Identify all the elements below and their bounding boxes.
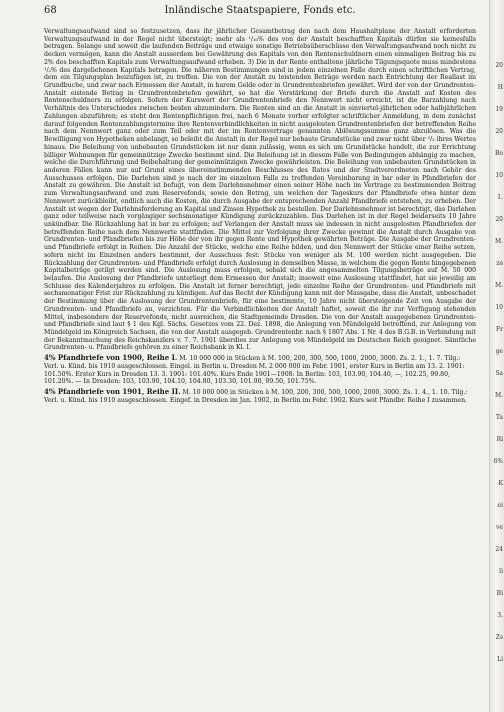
facing-page-fragment: 6% (493, 458, 503, 465)
facing-page-fragment: M. (494, 282, 503, 289)
body-paragraph: Verwaltungsaufwand sind so festzusetzen, dass ihr jährlicher Gesamtbetrag den nach dem Haushaltplane der Anstalt erforderten Verwaltungsaufwand in der Regel nicht übersteigt; mehr als ¹/₁₀% des von der Anstalt beschafften Kapitals dürfen sie keinesfalls betragen. Solange und soweit die laufenden Beiträge und etwaige sonstige Betriebsüberschüsse den Verwaltungsaufwand noch nicht zu decken vermögen, kann die Anstalt ausserdem bei Gewährung des Kapitals von den Rentenschuldnern einen einmaligen Beitrag bis zu 2% des beschafften Kapitals zum Verwaltungsaufwand erheben. 3) Die in der Rente enthaltene jährliche Tilgungsquote muss mindestens ¹/₂% des dargeliehenen Kapitals betragen. Die näheren Bestimmungen sind in jedem einzelnen Falle durch einen schriftlichen Vertrag, dem ein Tilgungsplan beizufügen ist, zu treffen. Die von der Anstalt zu leistenden Beträge werden nach Entrichtung der Reallast im Grundbuche, und zwar nach Ermessen der Anstalt, in barem Gelde oder in Grundrentenbriefen gewährt. Wird der von der Grundrenten-Anstalt eistende Betrag in Grundrentenbriefen gewährt, so hat die Verstärkung der Briefe durch die Anstalt auf Kosten des Rentenschuldners zu erfolgen. Sofern der Kurswert der Grundrentenbriefe den Nennwert nicht erreicht, ist die Barzahlung nach Verhältnis des Unterschiedes zwischen beiden abzumindern. Die Renten sind an die Anstalt in einviertel-jährlichen oder halbjährlichen Zahlungen abzuführen; es steht den Rentenpflichtigen frei, nach 6 Monate vorher erfolgter schriftlicher Anmeldung, in dem zunächst darauf folgenden Rentenzahlungstermine ihre Rentenverbindlichkeiten in nicht ausgelosten Grundrentenbriefen der betreffenden Reihe nach dem Nennwert ganz oder zum Teil oder mit der im Rentenvertrage genannten Ablösungssumme ganz abzulösen. Was die Bewilligung von Hypotheken anbelangt, so beleiht die Anstalt in der Regel nur bebaute Grundstücke und zwar nicht über ²/₃ ihres Wertes hinaus. Die Beleihung von unbebauten Grundstücken ist nur dann zulässig, wenn es sich um Grundstücke handelt, die zur Errichtung billiger Wohnungen für gemeinnützige Zwecke bestimmt sind. Die Beleihung ist in diesem Falle von Bedingungen abhängig zu machen, welche die Durchführung und Beibehaltung der gemeinnützigen Zwecke gewährleisten. Die Beleihung von unbebauten Grundstücken in anderen Fällen kann nur auf Grund eines übereinstimmenden Beschlusses des Rates und der Stadtverordneten nach Gehör des Ausschusses erfolgen. Die Darlehen sind je nach der im einzelnen Falle zu treffenden Vereinbarung in bar oder in Pfandbriefen der Anstalt zu gewähren. Die Anstalt ist befugt, von dem Darlehnsnehmer einen seiner Höhe nach im Vertrage zu bestimmenden Beitrag zum Verwaltungsaufwand und zum Reservefonds, sowie den Betrag, um welchen der Tageskurs der Pfandbriefe etwa hinter dem Nennwert zurückbleibt, endlich auch die Kosten, die durch Ausgabe der entsprechenden Anzahl Pfandbriefe entstehen, zu erheben. Der Anstalt ist wegen der Darlehnsforderung an Kapital und Zinsen Hypothek zu bestellen. Der Darlehnsnehmer ist berechtigt, das Darlehen ganz oder teilweise nach vorgängiger sechsmonatiger Kündigung zurückzuzahlen. Das Darlehen ist in der Regel beiderseits 10 Jahre unkündbar. Die Rückzahlung hat in bar zu erfolgen; auf Verlangen der Anstalt muss sie indessen in nicht ausgelosten Pfandbriefen der betreffenden Reihe nach dem Nennwerte stattfinden. Die Mittel zur Verfolgung ihrer Zwecke gewinnt die Anstalt durch Ausgabe von Grundrenten- und Pfandbriefen bis zur Höhe der von ihr gegen Rente und Hypothek gewährten Beträge. Die Ausgabe der Grundrenten- und Pfandbriefe erfolgt in Reihen. Die Anzahl der Stücke, welche eine Reihe bilden, und den Nennwert der Stücke einer Reihe setzen, sofern nicht im Einzelnen anders bestimmt, der Ausschuss fest: Stücke von weniger als M. 100 werden nicht ausgegeben. Die Rückzahlung der Grundrenten- und Pfandbriefe erfolgt durch Auslosung in demselben Masse, in welchem die gegen Rente hingegebenen Kapitalbeträge getilgt werden sind. Die Auslosung muss erfolgen, sobald sich die angesammelten Tilgungsbeträge auf M. 50 000 belaufen. Die Auslosung der Pfandbriefe unterliegt dem Ermessen der Anstalt; insoweit eine Auslosung stattfindet, hat sie jeweilig am Schlusse des Kalenderjahres zu erfolgen. Die Anstalt ist ferner berechtigt, jede einzelne Reihe der Grundrenten- und Pfandbriefe mit sechsmonatiger Frist zur Rückzahlung zu kündigen. Auf das Recht der Kündigung kann mit der Massgabe, dass die Anstalt, unbeschadet der Bestimmung über die Auslosung der Grundrentenbriefe, für eine bestimmte, 10 Jahre nicht übersteigende Zeit von Ausgabe der Grundrenten- und Pfandbriefe an, verzichten. Für die Verbindlichkeiten der Anstalt haftet, soweit die ihr zur Verfügung stehenden Mittel, insbesondere der Reservefonds, nicht ausreichen, die Stadtgemeinde Dresden. Die von der Anstalt ausgegebenen Grundrenten- und Pfandbriefe sind laut § 1 des Kgl. Sächs. Gesetzes vom 22. Dez. 1898, die Anlegung von Mündelgeld betreffend, zur Anlegung von Mündelgeld im Königreich Sachsen, die von der Anstalt ausgegeb. Grundrentenbr. nach § 1807 Abs. 1 Nr. 4 des B.G.B. in Verbindung mit der Bekanntmachung des Reichskanzlers v. 7. 7. 1901 überdies zur Anlegung von Mündelgeld im Deutschen Reich geeignet. Sämtliche Grundrenten- u. Pfandbriefe gehören zu einer Reichsbank in Kl. I. (44, 28, 477, 352)
facing-page-fragment: M. (494, 392, 503, 399)
running-title: Inländische Staatspapiere, Fonds etc. (164, 5, 356, 16)
bond-description: M. 10 000 000 in Stücken à M. 100, 200, 300, 500, 1000, 2000, 3000. Zs. 2. 1., 1. 7. Tilg.: Verl. u. Künd. bis 1910 ausgeschlossen. Eingel. in Berlin u. Dresden M. 2 000 000 im Febr. 1901, erster Kurs in Berlin am 13. 2. 1901: 101.50%. Erster Kurs in Dresden 13. 3. 1901: 101.40%. Kurs Ende 1901—1908: In Berlin: 103, 103.90, 104.40, —, 102.25, 99.80, 101.20%. — In Dresden: 103, 103.90, 104.10, 104.80, 103.30, 101.90, 99.50, 101.75%. (44, 355, 465, 386)
facing-page-fragment: H (497, 84, 503, 91)
facing-page-fragment: li (499, 568, 503, 575)
facing-page-fragment: 10 (495, 304, 503, 311)
facing-page-fragment: 19 (495, 106, 503, 113)
bond-title: 4% Pfandbriefe von 1901, Reihe II. (44, 387, 181, 397)
facing-page-fragment: 3. (497, 612, 503, 619)
page-header (44, 5, 476, 17)
facing-page-fragment: K (498, 480, 503, 487)
bond-entry-reihe-2 (44, 388, 476, 404)
body-text (44, 28, 476, 405)
page-number: 68 (44, 5, 57, 16)
facing-page-edge (489, 0, 504, 712)
facing-page-fragment: Ta (495, 414, 503, 421)
facing-page-fragment: 20 (495, 216, 503, 223)
bond-title: 4% Pfandbriefe von 1900, Reihe I. (44, 353, 178, 363)
facing-page-fragment: 20 (495, 62, 503, 69)
facing-page-fragment: Zs (495, 634, 503, 641)
facing-page-fragment: Fr (495, 326, 503, 333)
facing-page-fragment: Bo (494, 150, 503, 157)
facing-page-fragment: ei (497, 502, 503, 509)
facing-page-fragment: ge (495, 348, 503, 355)
facing-page-fragment: M. (494, 238, 503, 245)
facing-page-fragment: 1. (497, 194, 503, 201)
facing-page-fragment: Ri (496, 436, 503, 443)
facing-page-fragment: ve (496, 524, 503, 531)
bond-entry-reihe-1 (44, 354, 476, 386)
facing-page-fragment: ze (496, 260, 503, 267)
facing-page-fragment: Sa (495, 370, 503, 377)
facing-page-fragment: 24 (495, 546, 503, 553)
facing-page-fragment: 20 (495, 128, 503, 135)
facing-page-fragment: 10 (495, 172, 503, 179)
bond-description: M. 10 000 000 in Stücken à M. 100, 200, 300, 500, 1000, 2000, 3000. Zs. 1. 4., 1. 10. Tilg.: Verl. u. Künd. bis 1910 ausgeschlossen. Eingef. in Dresden im Jan. 1902, in Berlin im Febr. 1902. Kurs seit Pfandbr. Reihe I zusammen. (44, 389, 468, 404)
facing-page-fragment: Bi (496, 590, 503, 597)
facing-page-fragment: Li (497, 656, 503, 663)
